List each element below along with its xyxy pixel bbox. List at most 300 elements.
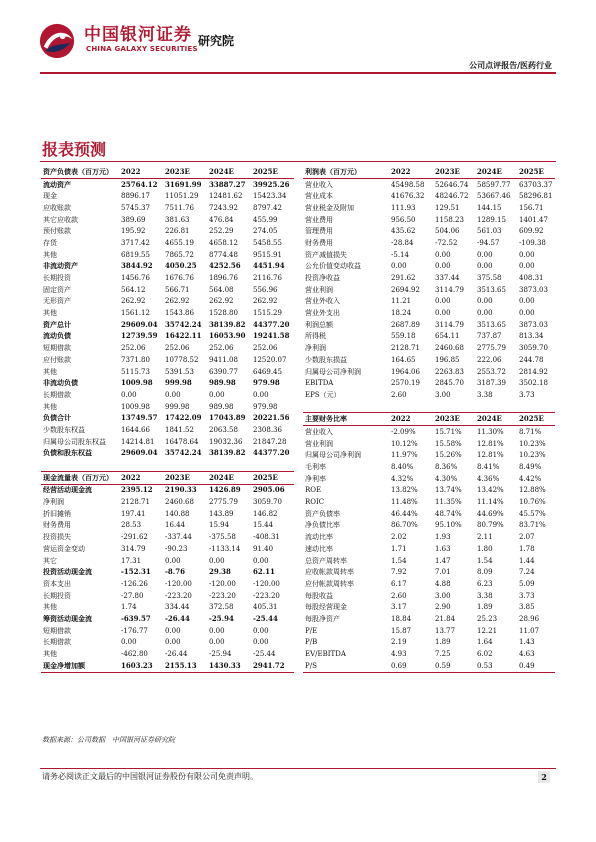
row-value [519, 401, 555, 413]
table-row [41, 660, 294, 672]
row-value: 2.11 [477, 533, 493, 542]
row-value: 15.87 [391, 626, 412, 635]
table-row [303, 296, 555, 308]
row-label [41, 459, 121, 471]
row-label: 长期借款 [43, 638, 71, 647]
row-value: -90.23 [165, 544, 188, 553]
row-value: 1.93 [435, 533, 451, 542]
row-value: -223.20 [165, 591, 192, 600]
table-row [303, 214, 555, 226]
row-label: 其它 [43, 556, 57, 565]
table-row [303, 578, 555, 590]
row-value: 2941.72 [253, 660, 294, 672]
row-label: 少数股东权益 [43, 425, 85, 434]
row-value: 2024E [209, 471, 253, 484]
row-value: 18.84 [391, 614, 412, 623]
table-row [41, 566, 294, 578]
row-value: 1009.98 [121, 402, 150, 411]
row-value: 0.00 [209, 390, 225, 399]
spacer-row [303, 401, 555, 413]
row-value: 10.12% [391, 439, 418, 448]
row-value: 1.89 [435, 638, 451, 647]
row-value: 1.47 [435, 556, 451, 565]
row-value: 3.00 [435, 591, 451, 600]
row-label: 非流动负债 [43, 378, 78, 388]
row-value: -120.00 [209, 579, 236, 588]
row-label: P/B [305, 638, 318, 647]
table-row [41, 424, 294, 436]
row-value: 566.71 [165, 285, 190, 294]
row-value: 156.71 [519, 203, 544, 212]
table-row [41, 578, 294, 590]
row-value: 8896.17 [121, 192, 150, 201]
row-value: 143.89 [209, 509, 234, 518]
row-value [435, 401, 477, 413]
row-label: 筹资活动现金流 [43, 613, 92, 623]
row-value: -27.80 [121, 591, 144, 600]
row-value: 7.25 [435, 650, 451, 659]
row-value: 0.00 [519, 262, 535, 271]
row-value: 13.82% [391, 486, 418, 495]
row-value: 15.44 [253, 521, 274, 530]
table-row [41, 249, 294, 261]
row-value: 5115.73 [121, 367, 150, 376]
row-value: 8797.42 [253, 203, 282, 212]
table-row [41, 354, 294, 366]
row-label: 非流动资产 [43, 261, 78, 271]
row-value: 564.12 [121, 285, 146, 294]
row-value: 48.74% [435, 509, 462, 518]
table-row [303, 389, 555, 401]
row-label: 现金流量表（百万元） [41, 471, 121, 484]
row-value: 337.44 [435, 274, 460, 283]
table-row [41, 412, 294, 424]
row-value: 4.30% [435, 474, 458, 483]
row-label: 净负债比率 [305, 521, 340, 530]
row-value: 7511.76 [165, 203, 194, 212]
row-label: 流动资产 [43, 179, 71, 189]
row-value: 4.88 [435, 579, 451, 588]
row-value: 372.58 [209, 603, 234, 612]
row-value: 0.00 [253, 390, 269, 399]
row-value: 4050.25 [165, 261, 197, 271]
row-value: 0.59 [435, 660, 477, 672]
row-value: 0.00 [253, 556, 269, 565]
table-header-row [303, 413, 555, 426]
row-label: 应付账款 [43, 355, 71, 364]
row-value: 10.23% [519, 439, 546, 448]
row-value: 4655.19 [165, 238, 194, 247]
row-label: EPS（元） [305, 390, 341, 399]
row-value: 504.06 [435, 227, 460, 236]
row-value: -462.80 [121, 650, 148, 659]
row-value: 654.11 [435, 332, 460, 341]
row-value: 4252.56 [209, 261, 241, 271]
row-value: 29609.04 [121, 319, 158, 329]
row-value [121, 459, 165, 471]
row-value: 1964.06 [391, 367, 420, 376]
row-value: 18.24 [391, 309, 412, 318]
row-label: 流动负债 [43, 331, 71, 341]
row-value: 3114.79 [435, 320, 464, 329]
row-value: 3.73 [519, 390, 535, 399]
row-label: 预付账款 [43, 227, 71, 236]
row-value: -109.38 [519, 238, 546, 247]
row-value: 35742.24 [165, 319, 202, 329]
row-value: 0.00 [435, 250, 451, 259]
row-value: 2022 [121, 166, 165, 178]
row-value: 86.70% [391, 521, 418, 530]
table-row [41, 401, 294, 413]
row-value: 4658.12 [209, 238, 238, 247]
row-value: 556.96 [253, 285, 278, 294]
table-row [303, 520, 555, 532]
row-value: 35742.24 [165, 448, 202, 458]
row-value: 2128.71 [391, 344, 420, 353]
row-value: 999.98 [165, 402, 190, 411]
row-value: 12739.59 [121, 331, 158, 341]
row-value: 38139.82 [209, 448, 246, 458]
row-value: 11.07 [519, 626, 540, 635]
row-label: 归属母公司净利润 [305, 451, 361, 460]
table-row [41, 543, 294, 555]
row-value: 16053.90 [209, 331, 246, 341]
row-value: 956.50 [391, 215, 416, 224]
table-row [303, 566, 555, 578]
row-value: 195.92 [121, 227, 146, 236]
table-row [41, 448, 294, 460]
row-label: 应付帐款周转率 [305, 579, 354, 588]
row-value: 2022 [121, 471, 165, 484]
row-label: 其他 [43, 250, 57, 259]
row-value: -1133.14 [209, 544, 241, 553]
row-value: 1.43 [519, 638, 535, 647]
row-value: -2.09% [391, 427, 416, 436]
row-value: 8.49% [519, 463, 542, 472]
table-header-row [41, 166, 294, 178]
row-value: 52646.74 [435, 180, 469, 189]
row-value: 2.60 [391, 591, 407, 600]
row-label: ROE [305, 486, 322, 495]
row-value: 1456.76 [121, 274, 150, 283]
table-row [41, 237, 294, 249]
row-value: 2025E [253, 166, 294, 178]
table-row [41, 331, 294, 343]
row-value [209, 459, 253, 471]
row-value: 13.74% [435, 486, 462, 495]
row-value [253, 459, 294, 471]
table-row [303, 190, 555, 202]
row-label: 净利润 [305, 344, 326, 353]
row-value: 2570.19 [391, 379, 420, 388]
row-value: -28.84 [391, 238, 414, 247]
table-row [303, 272, 555, 284]
table-row [41, 637, 294, 649]
row-value: 12481.62 [209, 192, 243, 201]
row-value: 28.96 [519, 614, 540, 623]
row-value: 1528.80 [209, 309, 238, 318]
row-value: 0.00 [435, 297, 451, 306]
row-label: 存货 [43, 238, 57, 247]
row-value: 2023E [435, 413, 477, 426]
table-row [303, 284, 555, 296]
row-value: 2024E [477, 166, 519, 178]
row-label: 其他 [43, 367, 57, 376]
row-value: 11.35% [435, 498, 462, 507]
row-label: 其他 [43, 650, 57, 659]
row-value: 63703.37 [519, 180, 553, 189]
row-value: 12520.07 [253, 355, 287, 364]
row-value: 39925.26 [253, 179, 290, 189]
row-value: 2155.13 [165, 660, 209, 672]
row-value: -223.20 [209, 591, 236, 600]
galaxy-logo-icon [38, 22, 76, 60]
table-row [41, 555, 294, 567]
row-value: 7.92 [391, 568, 407, 577]
row-value: 381.63 [165, 215, 190, 224]
table-row [303, 625, 555, 637]
row-value: 3873.03 [519, 320, 548, 329]
row-value: 3.85 [519, 603, 535, 612]
row-value: 15.94 [209, 521, 230, 530]
row-value: 5745.37 [121, 203, 150, 212]
row-value: -375.58 [209, 533, 236, 542]
table-row [303, 473, 555, 485]
row-value: 3513.65 [477, 285, 506, 294]
row-value: 0.00 [253, 638, 269, 647]
row-value: 58296.81 [519, 192, 553, 201]
row-value: 7243.92 [209, 203, 238, 212]
row-value: 44.69% [477, 509, 504, 518]
row-value: 17422.09 [165, 413, 202, 423]
row-value: 6390.77 [209, 367, 238, 376]
table-row [41, 436, 294, 448]
row-label: 折旧摊销 [43, 509, 71, 518]
row-value: 226.81 [165, 227, 190, 236]
row-value: 2.60 [391, 390, 407, 399]
row-label: EV/EBITDA [305, 650, 346, 659]
row-value: 0.00 [121, 638, 137, 647]
header-divider [40, 72, 556, 74]
table-row [303, 261, 555, 273]
row-value: 0.00 [165, 638, 181, 647]
row-value: 1.64 [477, 638, 493, 647]
row-value: 6469.45 [253, 367, 282, 376]
row-value: 3.17 [391, 603, 407, 612]
row-value: 196.85 [435, 355, 460, 364]
row-label: 营业收入 [305, 180, 333, 189]
row-value: 4.93 [391, 650, 407, 659]
row-value: 2.07 [519, 533, 535, 542]
row-label: 营业成本 [305, 192, 333, 201]
row-value: 5391.53 [165, 367, 194, 376]
row-label: 长期投资 [43, 591, 71, 600]
table-row [303, 331, 555, 343]
section-divider [40, 161, 556, 162]
table-row [303, 660, 555, 672]
row-value: 609.92 [519, 227, 544, 236]
balance-and-cashflow-table [41, 166, 294, 673]
logo-chinese-name: 中国银河证券 [84, 25, 192, 45]
row-value: 3717.42 [121, 238, 150, 247]
row-value: 7371.80 [121, 355, 150, 364]
row-value: 19032.36 [209, 437, 243, 446]
section-title: 报表预测 [42, 140, 107, 159]
row-value: 2190.33 [165, 485, 197, 495]
row-label: 毛利率 [305, 463, 326, 472]
row-value: -120.00 [165, 579, 192, 588]
row-value: 435.62 [391, 227, 416, 236]
row-value: 46.44% [391, 509, 418, 518]
table-row [41, 190, 294, 202]
logo-english-name: CHINA GALAXY SECURITIES [86, 45, 198, 53]
row-label: 主要财务比率 [303, 413, 391, 426]
row-value: 334.44 [165, 603, 190, 612]
row-value: 0.00 [165, 390, 181, 399]
row-value: 129.51 [435, 203, 460, 212]
row-label: 现金 [43, 192, 57, 201]
row-label: 负债合计 [43, 413, 71, 423]
row-value: 1896.76 [209, 274, 238, 283]
row-value: 2814.92 [519, 367, 548, 376]
row-value: 979.98 [253, 378, 280, 388]
logo-institute: 研究院 [198, 34, 235, 48]
row-value: 5.09 [519, 579, 535, 588]
row-value: 29.38 [209, 567, 231, 577]
row-label: 应收账款 [43, 203, 71, 212]
row-value: 2022 [391, 166, 435, 178]
table-row [41, 342, 294, 354]
row-value: 3513.65 [477, 320, 506, 329]
row-value: 0.00 [477, 309, 493, 318]
row-label: 营业外收入 [305, 297, 340, 306]
row-value: 6.02 [477, 650, 493, 659]
table-row [41, 296, 294, 308]
row-label: 资产负债率 [305, 509, 340, 518]
table-row [303, 450, 555, 462]
row-value [391, 401, 435, 413]
row-value: 262.92 [121, 297, 146, 306]
row-value: 999.98 [165, 378, 192, 388]
row-value: -72.52 [435, 238, 458, 247]
table-row [303, 438, 555, 450]
row-value: 6.23 [477, 579, 493, 588]
table-row [41, 648, 294, 660]
page-header [0, 0, 596, 72]
table-row [41, 377, 294, 389]
row-value: 28.53 [121, 521, 142, 530]
row-value: 2775.79 [477, 344, 506, 353]
row-value: 3187.39 [477, 379, 506, 388]
table-row [303, 601, 555, 613]
row-value: 2905.06 [253, 485, 285, 495]
row-value: -25.44 [253, 613, 278, 623]
table-row [41, 284, 294, 296]
row-value: 408.31 [519, 274, 544, 283]
row-value: 9515.91 [253, 250, 282, 259]
row-value: 2022 [391, 413, 435, 426]
table-row [303, 637, 555, 649]
table-row [303, 613, 555, 625]
row-value: 7865.72 [165, 250, 194, 259]
row-value: 1.54 [477, 556, 493, 565]
row-value: 0.00 [165, 626, 181, 635]
row-label: 净利率 [305, 474, 326, 483]
row-value: 4.42% [519, 474, 542, 483]
row-value: 2116.76 [253, 274, 282, 283]
table-row [41, 601, 294, 613]
row-value: 8.71% [519, 427, 542, 436]
row-value: 0.00 [519, 309, 535, 318]
row-value: 8774.48 [209, 250, 238, 259]
table-row [303, 366, 555, 378]
table-row [41, 272, 294, 284]
row-value: 389.69 [121, 215, 146, 224]
row-value: 813.34 [519, 332, 544, 341]
row-value: 2460.68 [165, 498, 194, 507]
row-label: 其他 [43, 309, 57, 318]
row-value: 44377.20 [253, 448, 290, 458]
row-value: 989.98 [209, 402, 234, 411]
row-label: 财务费用 [43, 521, 71, 530]
row-value: 16.44 [165, 521, 186, 530]
table-row [41, 202, 294, 214]
row-value: 1603.23 [121, 660, 165, 672]
row-value: 11051.29 [165, 192, 199, 201]
row-value: 44377.20 [253, 319, 290, 329]
row-value: 222.06 [477, 355, 502, 364]
row-value: 95.10% [435, 521, 462, 530]
row-value: 16422.11 [165, 331, 202, 341]
row-label: 净利润 [43, 498, 64, 507]
row-value: 25.23 [477, 614, 498, 623]
row-label: 现金净增加额 [41, 660, 121, 672]
row-label: 营业利润 [305, 439, 333, 448]
row-value: 6.17 [391, 579, 407, 588]
row-label: 营业费用 [305, 215, 333, 224]
row-value: 1.63 [435, 544, 451, 553]
row-label: 其他 [43, 402, 57, 411]
row-label: 营业利润 [305, 285, 333, 294]
row-value: 4.32% [391, 474, 414, 483]
row-value: 9411.08 [209, 355, 238, 364]
row-value: 12.81% [477, 439, 504, 448]
row-value: 3059.70 [519, 344, 548, 353]
table-row [41, 261, 294, 273]
row-value: 252.06 [209, 344, 234, 353]
row-value: 2023E [435, 166, 477, 178]
row-value: 2.02 [391, 533, 407, 542]
row-label: 长期借款 [43, 390, 71, 399]
row-value: 0.00 [121, 390, 137, 399]
row-value: 561.03 [477, 227, 502, 236]
table-row [303, 648, 555, 660]
row-value: 3.73 [519, 591, 535, 600]
disclaimer-text: 请务必阅读正文最后的中国银河证券股份有限公司免责声明。 [42, 772, 258, 781]
row-value: 41676.32 [391, 192, 425, 201]
table-row [303, 342, 555, 354]
report-type: 公司点评报告/医药行业 [469, 60, 552, 70]
row-value: -337.44 [165, 533, 192, 542]
row-label: 营业税金及附加 [305, 203, 354, 212]
row-value: -26.44 [165, 613, 190, 623]
row-value: 979.98 [253, 402, 278, 411]
row-value: 2694.92 [391, 285, 420, 294]
row-value: 3.38 [477, 591, 493, 600]
row-value: 1561.12 [121, 309, 150, 318]
row-value: 83.71% [519, 521, 546, 530]
row-value: 564.08 [209, 285, 234, 294]
